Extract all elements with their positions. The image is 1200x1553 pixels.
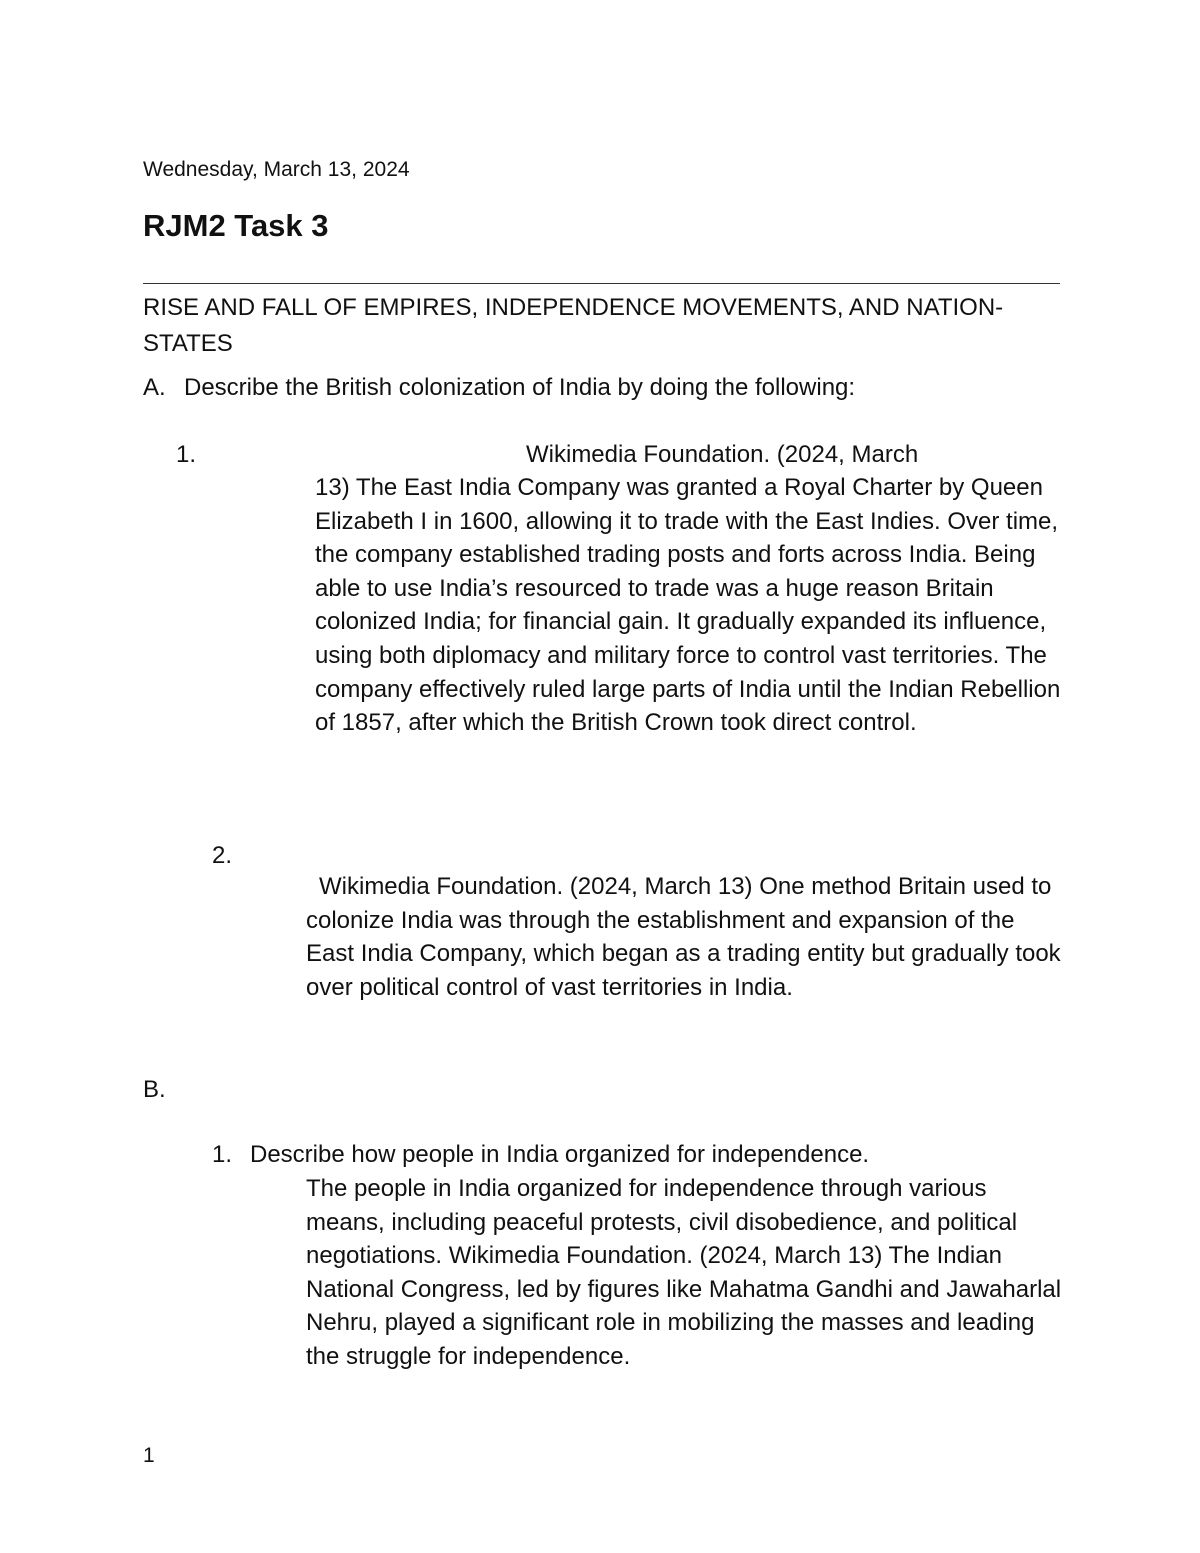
section-a-item-1-text: 13) The East India Company was granted a Royal Charter by Queen Elizabeth I in 1600, allowing it to trade with the East Indies. Over time, the company established trading posts and forts across India. Being able to use India’s resourced to trade was a huge reason Britain colonized India; for financial gain. It gradually expanded its influence, using both diplomacy and military force to control vast territories. The company effectively ruled large parts of India until the Indian Rebellion of 1857, after which the British Crown took direct control. <box>315 474 1061 737</box>
section-a-item-2-number: 2. <box>212 842 233 869</box>
section-a-prompt: Describe the British colonization of India by doing the following: <box>184 374 856 401</box>
section-a-item-1-number: 1. <box>176 441 197 468</box>
section-b-marker: B. <box>143 1076 166 1103</box>
section-a-marker: A. <box>143 374 166 401</box>
page-number: 1 <box>143 1444 155 1467</box>
section-heading: RISE AND FALL OF EMPIRES, INDEPENDENCE MOVEMENTS, AND NATION-STATES <box>143 294 1004 357</box>
document-date: Wednesday, March 13, 2024 <box>143 158 410 181</box>
section-a-item-1-first-line: Wikimedia Foundation. (2024, March <box>526 441 919 468</box>
section-b-item-1-prompt: Describe how people in India organized for independence. <box>250 1141 870 1168</box>
document-title: RJM2 Task 3 <box>143 208 329 243</box>
title-divider <box>143 283 1060 284</box>
section-a-item-2-text: Wikimedia Foundation. (2024, March 13) One method Britain used to colonize India was through the establishment and expansion of the East India Company, which began as a trading entity but gradually took over political control of vast territories in India. <box>306 873 1061 1001</box>
section-b-item-1-text: The people in India organized for independence through various means, including peaceful protests, civil disobedience, and political negotiations. Wikimedia Foundation. (2024, March 13) The Indian National Congress, led by figures like Mahatma Gandhi and Jawaharlal Nehru, played a significant role in mobilizing the masses and leading the struggle for independence. <box>306 1175 1062 1370</box>
section-b-item-1-number: 1. <box>212 1141 233 1168</box>
